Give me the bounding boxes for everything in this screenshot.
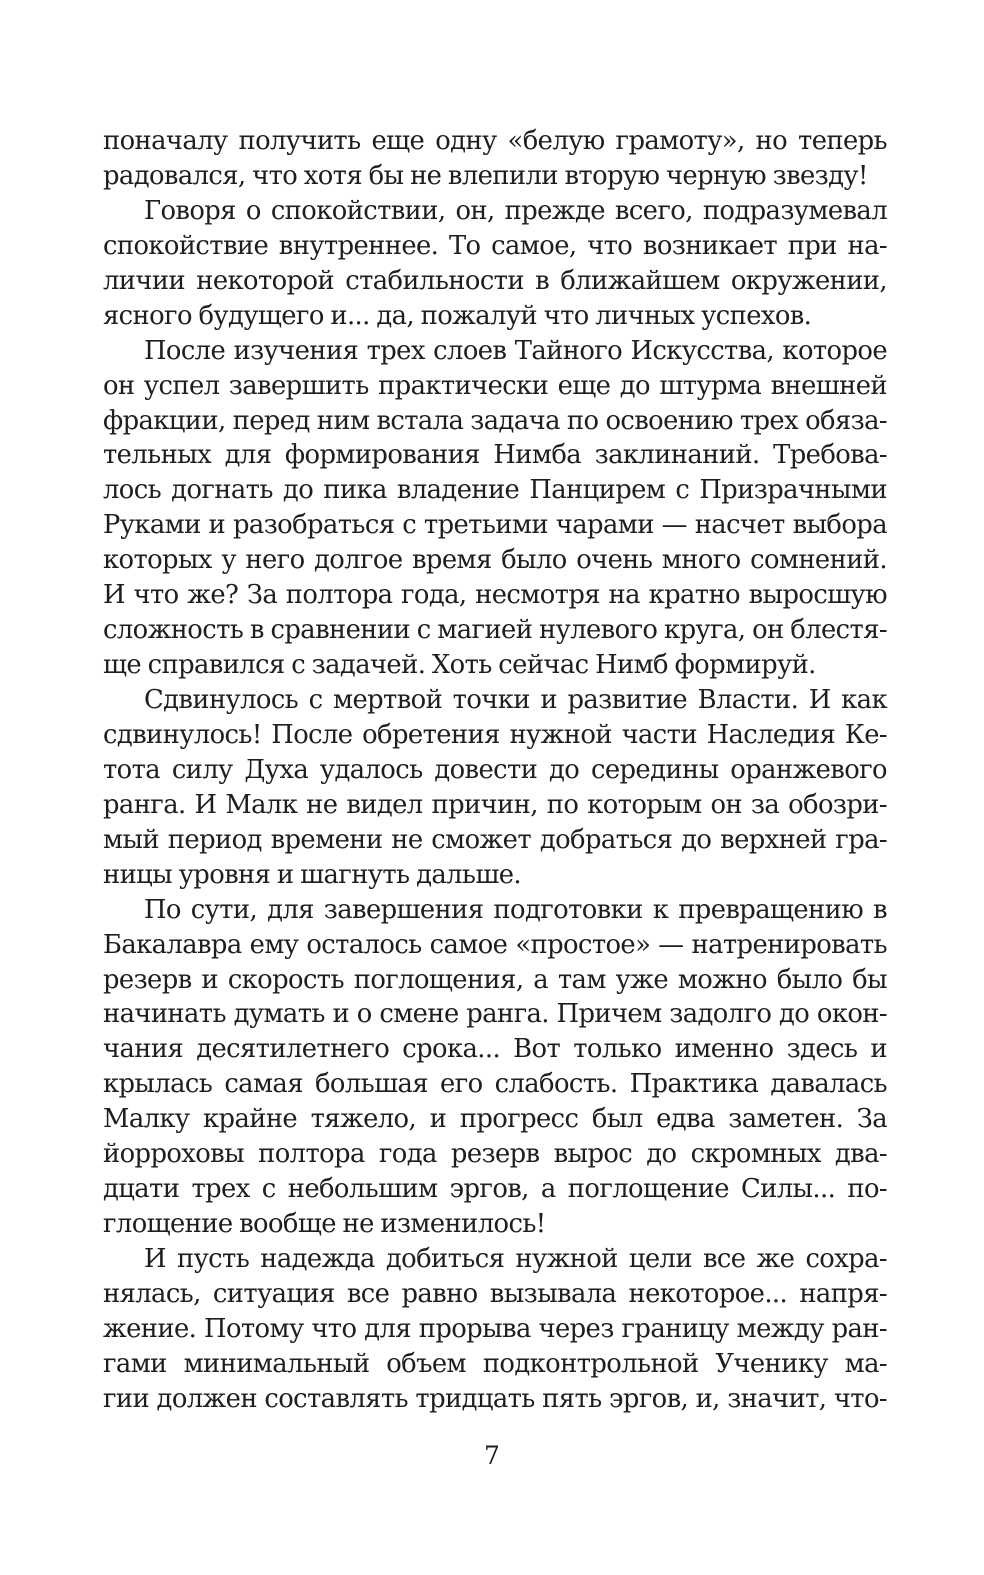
text-line: Сдвинулось с мертвой точки и развитие Власти. И как — [144, 685, 887, 715]
text-line: ще справился с задачей. Хоть сейчас Нимб формируй. — [103, 650, 816, 681]
text-line: поначалу получить еще одну «белую грамоту», но теперь — [103, 126, 887, 156]
text-line: жение. Потому что для прорыва через границу между ран- — [103, 1313, 887, 1344]
text-line: радовался, что хотя бы не влепили вторую черную звезду! — [103, 160, 868, 191]
text-line: глощение вообще не изменилось! — [103, 1209, 546, 1240]
page-number: 7 — [484, 1441, 500, 1470]
text-line: начинать думать и о смене ранга. Причем задолго до окон- — [103, 999, 887, 1030]
text-line: Бакалавра ему осталось самое «простое» — натренировать — [103, 929, 887, 960]
body-text — [103, 124, 887, 1417]
text-line: тота силу Духа удалось довести до середины оранжевого — [103, 754, 887, 785]
text-line: ясного будущего и... да, пожалуй что личных успехов. — [103, 300, 812, 331]
text-line: сдвинулось! После обретения нужной части Наследия Ке- — [103, 719, 887, 750]
text-line: гии должен составлять тридцать пять эргов, и, значит, что- — [103, 1383, 887, 1414]
text-line: дцати трех с небольшим эргов, а поглощение Силы... по- — [103, 1174, 887, 1205]
text-line: йорроховы полтора года резерв вырос до скромных два- — [103, 1139, 887, 1170]
text-line: он успел завершить практически еще до штурма внешней — [103, 370, 887, 401]
text-line: чания десятилетнего срока... Вот только именно здесь и — [103, 1034, 887, 1065]
text-line: тельных для формирования Нимба заклинаний. Требова- — [103, 440, 887, 471]
text-line: фракции, перед ним встала задача по освоению трех обяза- — [103, 405, 887, 436]
text-line: спокойствие внутреннее. То самое, что возникает при на- — [103, 230, 887, 261]
text-line: гами минимальный объем подконтрольной Ученику ма- — [103, 1348, 887, 1379]
text-line: нялась, ситуация все равно вызывала некоторое... напря- — [103, 1278, 887, 1309]
text-line: которых у него долгое время было очень много сомнений. — [103, 545, 887, 576]
text-line: мый период времени не сможет добраться до верхней гра- — [103, 824, 887, 855]
text-line: лось догнать до пика владение Панцирем с Призрачными — [103, 475, 887, 506]
text-line: ницы уровня и шагнуть дальше. — [103, 859, 522, 890]
text-line: По сути, для завершения подготовки к превращению в — [144, 894, 887, 925]
text-line: крылась самая большая его слабость. Практика давалась — [103, 1069, 887, 1100]
text-line: После изучения трех слоев Тайного Искусства, которое — [144, 335, 887, 366]
text-line: Руками и разобраться с третьими чарами — насчет выбора — [103, 510, 887, 541]
text-line: И что же? За полтора года, несмотря на кратно выросшую — [103, 580, 887, 611]
text-line: сложность в сравнении с магией нулевого круга, он блестя- — [103, 615, 887, 646]
text-line: И пусть надежда добиться нужной цели все же сохра- — [144, 1244, 887, 1274]
text-line: резерв и скорость поглощения, а там уже можно было бы — [103, 964, 887, 995]
text-line: ранга. И Малк не видел причин, по которым он за обозри- — [103, 789, 887, 820]
text-line: Малку крайне тяжело, и прогресс был едва заметен. За — [103, 1104, 887, 1135]
text-line: Говоря о спокойствии, он, прежде всего, подразумевал — [144, 195, 887, 226]
text-line: личии некоторой стабильности в ближайшем окружении, — [103, 265, 887, 296]
